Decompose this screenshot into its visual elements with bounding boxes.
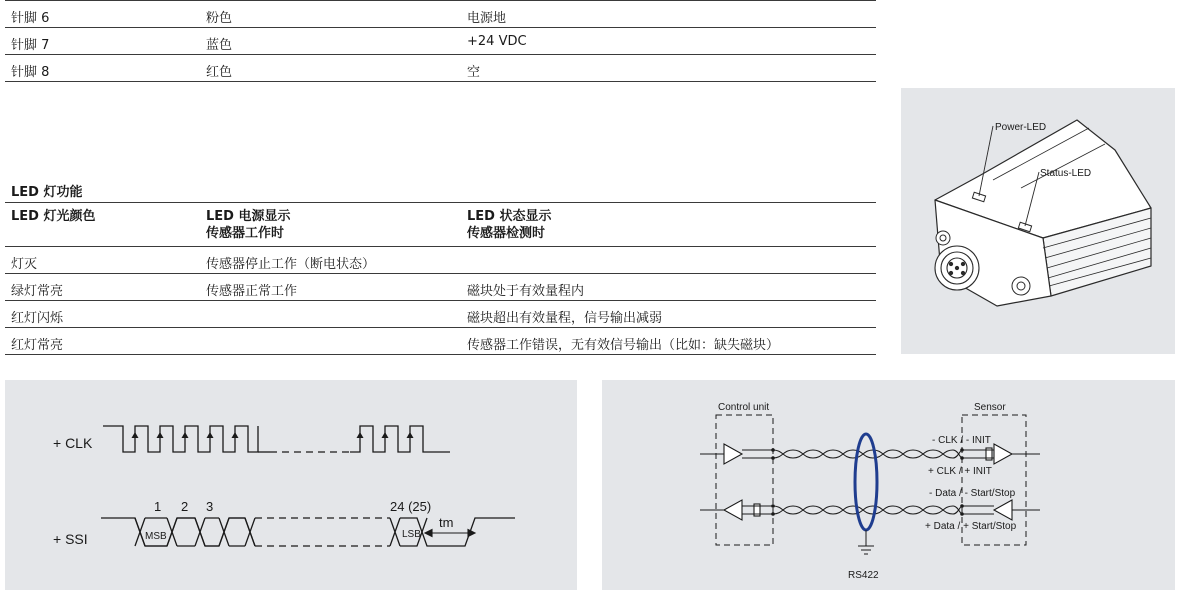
- led-color-cell: 红灯常亮: [11, 338, 64, 353]
- ground-icon: [858, 530, 874, 554]
- data-neg-label: - Data / - Start/Stop: [929, 488, 1016, 499]
- status-cell: 磁块处于有效量程内: [467, 284, 585, 299]
- table-row: [5, 274, 876, 301]
- data-pos-label: + Data / + Start/Stop: [925, 521, 1017, 532]
- power-cell: 传感器正常工作: [206, 284, 298, 299]
- lsb-label: LSB: [402, 529, 421, 540]
- wire-color-cell: 红色: [206, 65, 233, 80]
- wiring-diagram-panel: [602, 380, 1175, 590]
- rs422-label: RS422: [848, 570, 879, 581]
- cable-shield-icon: [855, 434, 877, 530]
- led-table-title: LED 灯功能: [11, 185, 83, 200]
- pin-cell: 针脚 8: [11, 65, 50, 80]
- device-figure-panel: [901, 88, 1175, 354]
- led-color-cell: 绿灯常亮: [11, 284, 64, 299]
- sensor-housing-illustration: [901, 88, 1175, 354]
- connector-icon: [935, 246, 979, 290]
- led-color-cell: 灯灭: [11, 257, 38, 272]
- clk-signal-label: + CLK: [53, 435, 93, 451]
- pin-cell: 针脚 6: [11, 11, 50, 26]
- tm-label: tm: [439, 515, 454, 530]
- ssi-signal-label: + SSI: [53, 531, 88, 547]
- header-status-line1: LED 状态显示: [467, 209, 552, 224]
- bit-number-2: 2: [181, 499, 189, 514]
- clk-neg-label: - CLK / - INIT: [932, 435, 991, 446]
- header-led-color: LED 灯光颜色: [11, 209, 96, 224]
- table-row: [5, 301, 876, 328]
- bit-number-1: 1: [154, 499, 162, 514]
- sensor-label: Sensor: [974, 402, 1006, 413]
- status-cell: 传感器工作错误，无有效信号输出（比如：缺失磁块）: [467, 338, 780, 353]
- header-power-line1: LED 电源显示: [206, 209, 291, 224]
- table-row: [5, 247, 876, 274]
- pin-cell: 针脚 7: [11, 38, 50, 53]
- table-header-row: [5, 203, 876, 247]
- table-row: [5, 1, 876, 28]
- rs422-wiring-diagram: [602, 380, 1175, 590]
- wire-color-cell: 蓝色: [206, 38, 233, 53]
- function-cell: +24 VDC: [467, 34, 527, 49]
- ssi-timing-diagram: [5, 380, 577, 590]
- bit-number-3: 3: [206, 499, 214, 514]
- header-status-line2: 传感器检测时: [467, 226, 546, 241]
- last-bit-label: 24 (25): [390, 499, 432, 514]
- control-unit-label: Control unit: [718, 402, 770, 413]
- function-cell: 电源地: [467, 11, 507, 26]
- table-row: [5, 28, 876, 55]
- table-row: [5, 328, 876, 355]
- led-color-cell: 红灯闪烁: [11, 311, 64, 326]
- wire-color-cell: 粉色: [206, 11, 233, 26]
- status-cell: 磁块超出有效量程，信号输出减弱: [467, 311, 663, 326]
- timing-diagram-panel: [5, 380, 577, 590]
- function-cell: 空: [467, 65, 481, 80]
- clk-pos-label: + CLK / + INIT: [928, 466, 992, 477]
- power-cell: 传感器停止工作（断电状态）: [206, 257, 376, 272]
- power-led-label: Power-LED: [995, 122, 1047, 133]
- status-led-label: Status-LED: [1040, 168, 1092, 179]
- table-row: [5, 55, 876, 82]
- msb-label: MSB: [145, 531, 167, 542]
- header-power-line2: 传感器工作时: [206, 226, 285, 241]
